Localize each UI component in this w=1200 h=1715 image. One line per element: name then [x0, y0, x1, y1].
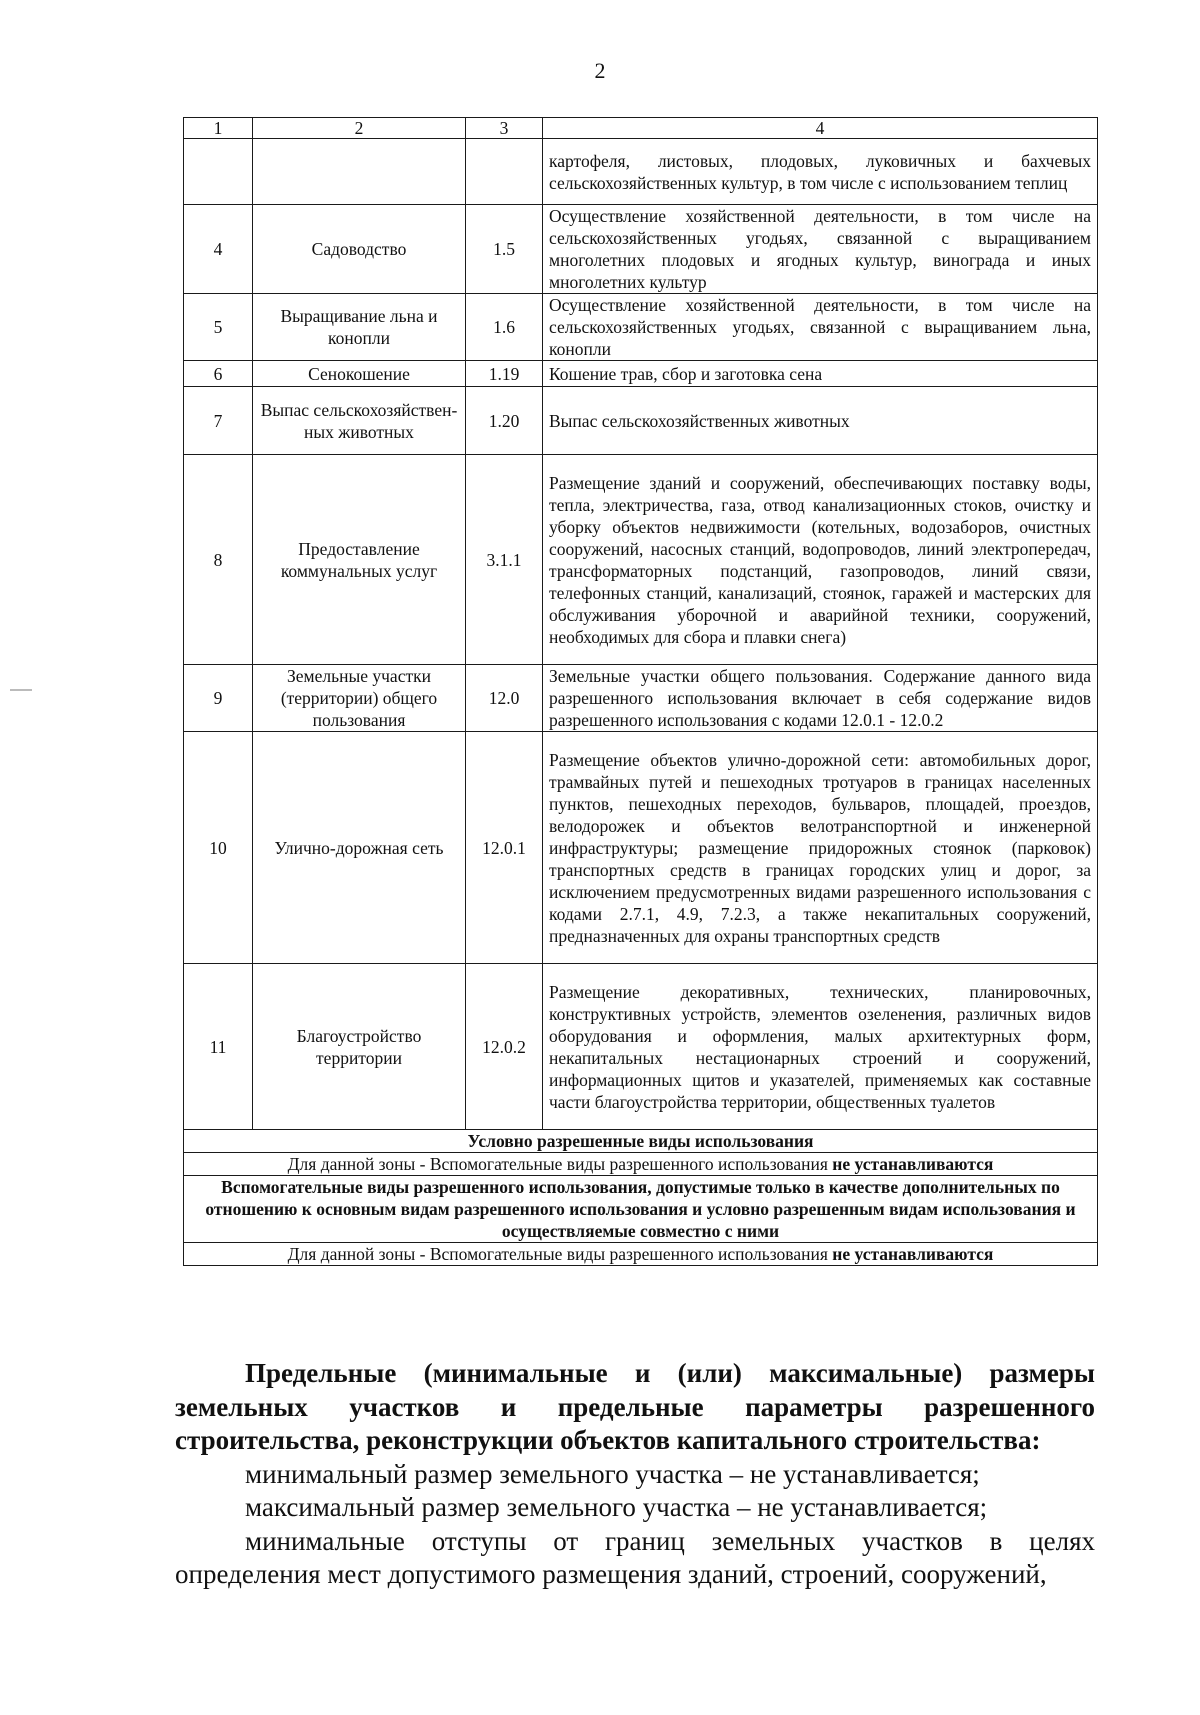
auxiliary-uses-heading-row: [184, 1176, 1098, 1243]
parameters-section: [175, 1357, 1095, 1592]
row-number: 6: [184, 361, 253, 387]
row-code: 1.6: [466, 294, 543, 361]
conditional-uses-note-text: Для данной зоны - Вспомогательные виды разрешенного использования: [287, 1154, 833, 1174]
table-row: [184, 455, 1098, 665]
row-description: Выпас сельскохозяйственных животных: [543, 387, 1098, 455]
auxiliary-uses-note-bold: не устанавливаются: [832, 1244, 994, 1264]
table-row: [184, 665, 1098, 732]
header-cell-number: 1: [184, 118, 253, 139]
table-header-row: [184, 118, 1098, 139]
parameters-heading-line-3: строительства, реконструкции объектов капитального строительства:: [175, 1425, 1041, 1455]
row-description: Размещение зданий и сооружений, обеспечивающих поставку воды, тепла, электричества, газа, отвод канализационных стоков, очистку и уборку объектов недвижимости (котельных, водозаборов, очистных сооружений, насосных станций, водопроводов, линий электропередач, трансформаторных подстанций, газопроводов, линий связи, телефонных станций, канализаций, стоянок, гаражей и мастерских для обслуживания уборочной и аварийной техники, сооружений, необходимых для сбора и плавки снега): [543, 455, 1098, 665]
row-code: 12.0.1: [466, 732, 543, 964]
auxiliary-uses-heading: Вспомогательные виды разрешенного использования, допустимые только в качестве дополнительных по отношению к основным видам разрешенного использования и условно разрешенным видам использования и осуществляемые совместно с ними: [184, 1176, 1098, 1243]
table-row: [184, 964, 1098, 1130]
row-name: Предоставление коммунальных услуг: [253, 455, 466, 665]
row-number: [184, 139, 253, 205]
auxiliary-uses-note: [184, 1243, 1098, 1266]
row-code: 1.19: [466, 361, 543, 387]
table-row: [184, 387, 1098, 455]
table-row: [184, 294, 1098, 361]
table-row: [184, 205, 1098, 294]
min-setbacks-line-2: определения мест допустимого размещения зданий, строений, сооружений,: [175, 1559, 1047, 1589]
row-description: Размещение объектов улично-дорожной сети: автомобильных дорог, трамвайных путей и пешеходных тротуаров в границах населенных пунктов, пешеходных переходов, бульваров, площадей, проездов, велодорожек и объектов велотранспортной и инженерной инфраструктуры; размещение придорожных стоянок (парковок) транспортных средств в границах городских улиц и дорог, за исключением предусмотренных видами разрешенного использования с кодами 2.7.1, 4.9, 7.2.3, а также некапитальных сооружений, предназначенных для охраны транспортных средств: [543, 732, 1098, 964]
row-code: 12.0: [466, 665, 543, 732]
row-description: Кошение трав, сбор и заготовка сена: [543, 361, 1098, 387]
table-row: [184, 139, 1098, 205]
min-setbacks-line-1: минимальные отступы от границ земельных участков в целях: [245, 1525, 1095, 1556]
parameters-heading-line-2: земельных участков и предельные параметры разрешенного: [175, 1391, 1095, 1422]
min-plot-size: минимальный размер земельного участка – не устанавливается;: [245, 1458, 980, 1489]
row-description: Земельные участки общего пользования. Содержание данного вида разрешенного использования включает в себя содержание видов разрешенного использования с кодами 12.0.1 - 12.0.2: [543, 665, 1098, 732]
land-use-table: [183, 117, 1098, 1266]
row-description: картофеля, листовых, плодовых, луковичных и бахчевых сельскохозяйственных культур, в том числе с использованием теплиц: [543, 139, 1098, 205]
row-name: Улично-дорожная сеть: [253, 732, 466, 964]
row-name: Выпас сельскохозяйствен-ных животных: [253, 387, 466, 455]
row-code: 12.0.2: [466, 964, 543, 1130]
auxiliary-uses-note-text: Для данной зоны - Вспомогательные виды разрешенного использования: [287, 1244, 833, 1264]
row-description: Осуществление хозяйственной деятельности, в том числе на сельскохозяйственных угодьях, связанной с выращиванием многолетних плодовых и ягодных культур, винограда и иных многолетних культур: [543, 205, 1098, 294]
row-number: 9: [184, 665, 253, 732]
max-plot-size: максимальный размер земельного участка – не устанавливается;: [245, 1492, 988, 1522]
row-description: Осуществление хозяйственной деятельности, в том числе на сельскохозяйственных угодьях, связанной с выращиванием льна, конопли: [543, 294, 1098, 361]
row-number: 8: [184, 455, 253, 665]
row-code: [466, 139, 543, 205]
row-number: 10: [184, 732, 253, 964]
header-cell-name: 2: [253, 118, 466, 139]
conditional-uses-heading: Условно разрешенные виды использования: [184, 1130, 1098, 1153]
margin-mark: [10, 689, 32, 691]
row-number: 11: [184, 964, 253, 1130]
auxiliary-uses-note-row: [184, 1243, 1098, 1266]
row-name: Благоустройство территории: [253, 964, 466, 1130]
page-number: 2: [594, 58, 606, 83]
conditional-uses-note-row: [184, 1153, 1098, 1176]
row-description: Размещение декоративных, технических, планировочных, конструктивных устройств, элементов озеленения, различных видов оборудования и оформления, малых архитектурных форм, некапитальных нестационарных строений и сооружений, информационных щитов и указателей, применяемых как составные части благоустройства территории, общественных туалетов: [543, 964, 1098, 1130]
row-name: Выращивание льна и конопли: [253, 294, 466, 361]
row-name: Сенокошение: [253, 361, 466, 387]
header-cell-code: 3: [466, 118, 543, 139]
table-row: [184, 361, 1098, 387]
conditional-uses-note: [184, 1153, 1098, 1176]
conditional-uses-note-bold: не устанавливаются: [832, 1154, 994, 1174]
row-code: 3.1.1: [466, 455, 543, 665]
row-name: Садоводство: [253, 205, 466, 294]
table-row: [184, 732, 1098, 964]
row-code: 1.20: [466, 387, 543, 455]
conditional-uses-heading-row: [184, 1130, 1098, 1153]
row-number: 5: [184, 294, 253, 361]
row-name: [253, 139, 466, 205]
row-name: Земельные участки (территории) общего пользования: [253, 665, 466, 732]
parameters-heading-line-1: Предельные (минимальные и (или) максимальные) размеры: [245, 1358, 1095, 1388]
row-number: 7: [184, 387, 253, 455]
row-number: 4: [184, 205, 253, 294]
row-code: 1.5: [466, 205, 543, 294]
header-cell-description: 4: [543, 118, 1098, 139]
